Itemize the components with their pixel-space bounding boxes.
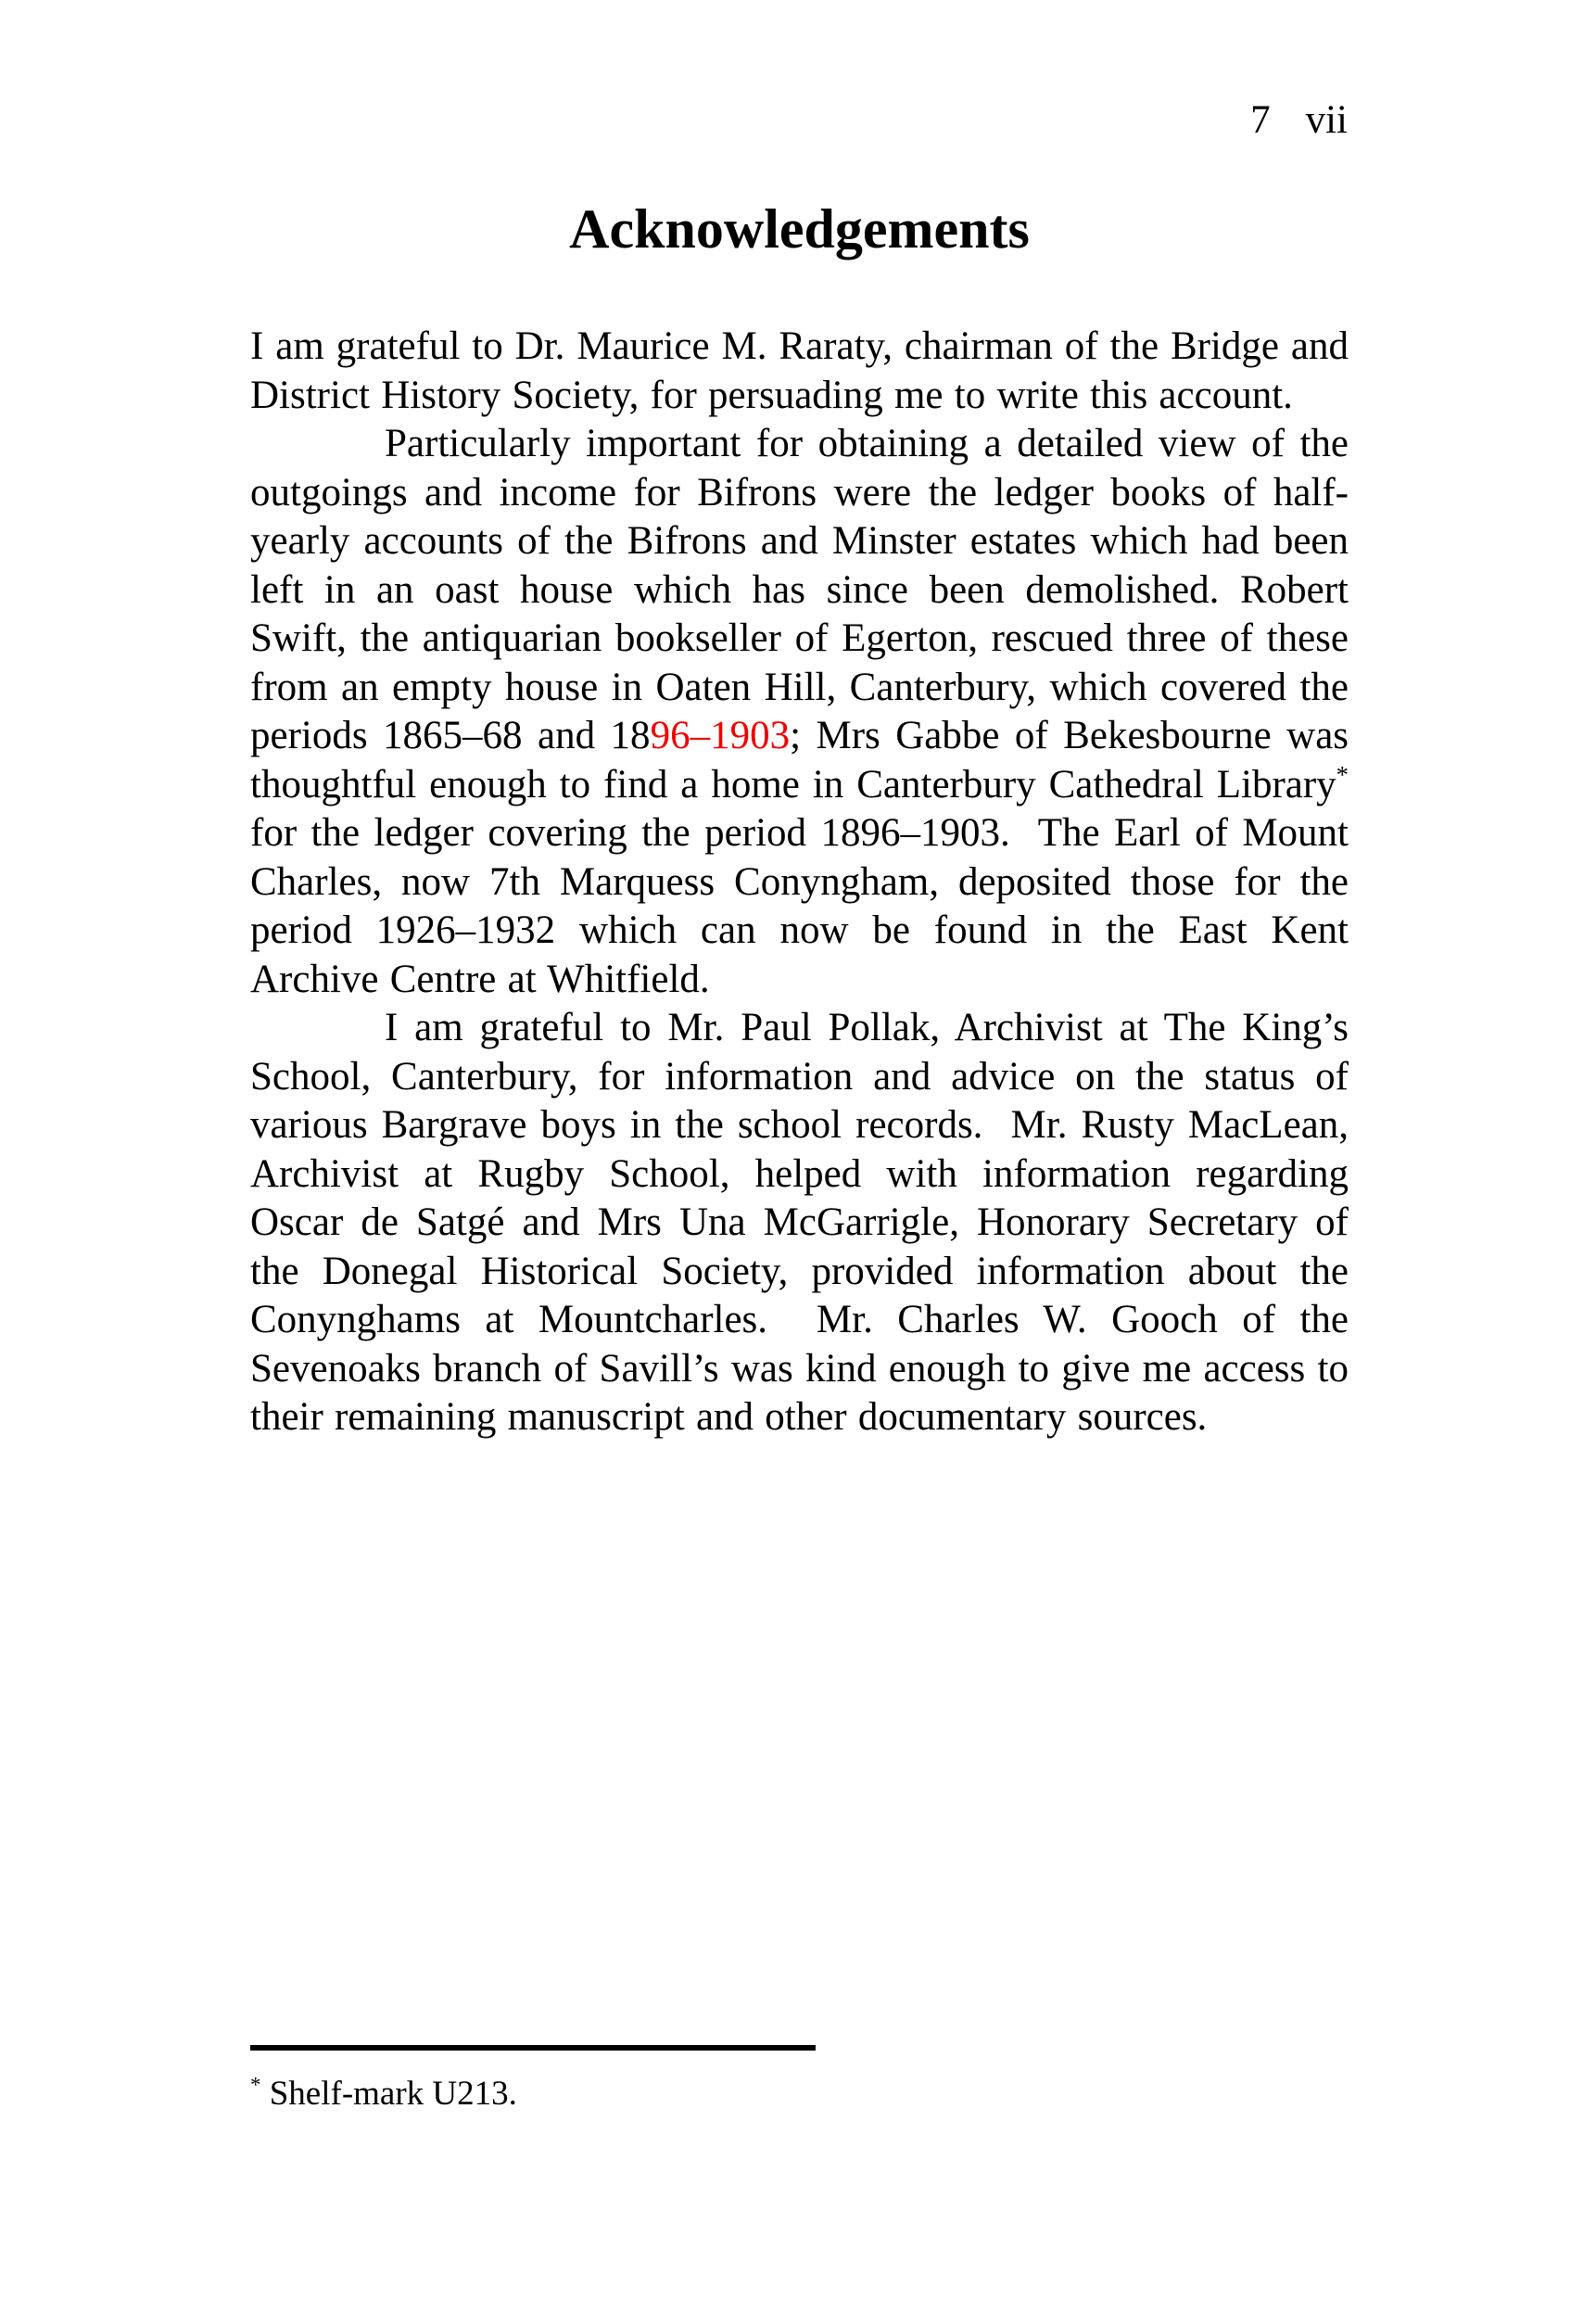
paragraph-2-text-middle: ; Mrs Gabbe of Bekesbourne was thoughtful enough to find a home in Canterbury Cathedral Library xyxy=(250,714,1349,807)
paragraph-1 xyxy=(250,323,1349,420)
footnote-area xyxy=(250,2045,1349,2115)
paragraph-1-text: I am grateful to Dr. Maurice M. Raraty, chairman of the Bridge and District History Society, for persuading me to write this account. xyxy=(250,324,1349,417)
body-text xyxy=(250,323,1349,1442)
paragraph-2-text-end: for the ledger covering the period 1896–1903. The Earl of Mount Charles, now 7th Marquess Conyngham, deposited those for the period 1926–1932 which can now be found in the East Kent Archive Centre at Whitfield. xyxy=(250,811,1349,1001)
paragraph-3 xyxy=(250,1004,1349,1442)
page-header xyxy=(1250,98,1348,142)
footnote-separator-rule xyxy=(250,2045,816,2051)
highlighted-date-range: 96–1903 xyxy=(650,714,791,757)
folio-number: vii xyxy=(1305,98,1348,142)
paragraph-2-text-start: Particularly important for obtaining a detailed view of the outgoings and income for Bifrons were the ledger books of half-yearly accounts of the Bifrons and Minster estates which had been left in an oast house which has since been demolished. Robert Swift, the antiquarian bookseller of Egerton, rescued three of these from an empty house in Oaten Hill, Canterbury, which covered the periods 1865–68 and 18 xyxy=(250,422,1349,757)
footnote xyxy=(250,2073,1349,2115)
paragraph-3-text: I am grateful to Mr. Paul Pollak, Archivist at The King’s School, Canterbury, for information and advice on the status of various Bargrave boys in the school records. Mr. Rusty MacLean, Archivist at Rugby School, helped with information regarding Oscar de Satgé and Mrs Una McGarrigle, Honorary Secretary of the Donegal Historical Society, provided information about the Conynghams at Mountcharles. Mr. Charles W. Gooch of the Sevenoaks branch of Savill’s was kind enough to give me access to their remaining manuscript and other documentary sources. xyxy=(250,1006,1349,1439)
page-number: 7 xyxy=(1250,98,1271,142)
page-title: Acknowledgements xyxy=(569,198,1030,260)
paragraph-2 xyxy=(250,420,1349,1004)
footnote-mark: * xyxy=(250,2073,261,2097)
footnote-reference-mark: * xyxy=(1336,760,1349,789)
footnote-text: Shelf-mark U213. xyxy=(260,2075,517,2113)
